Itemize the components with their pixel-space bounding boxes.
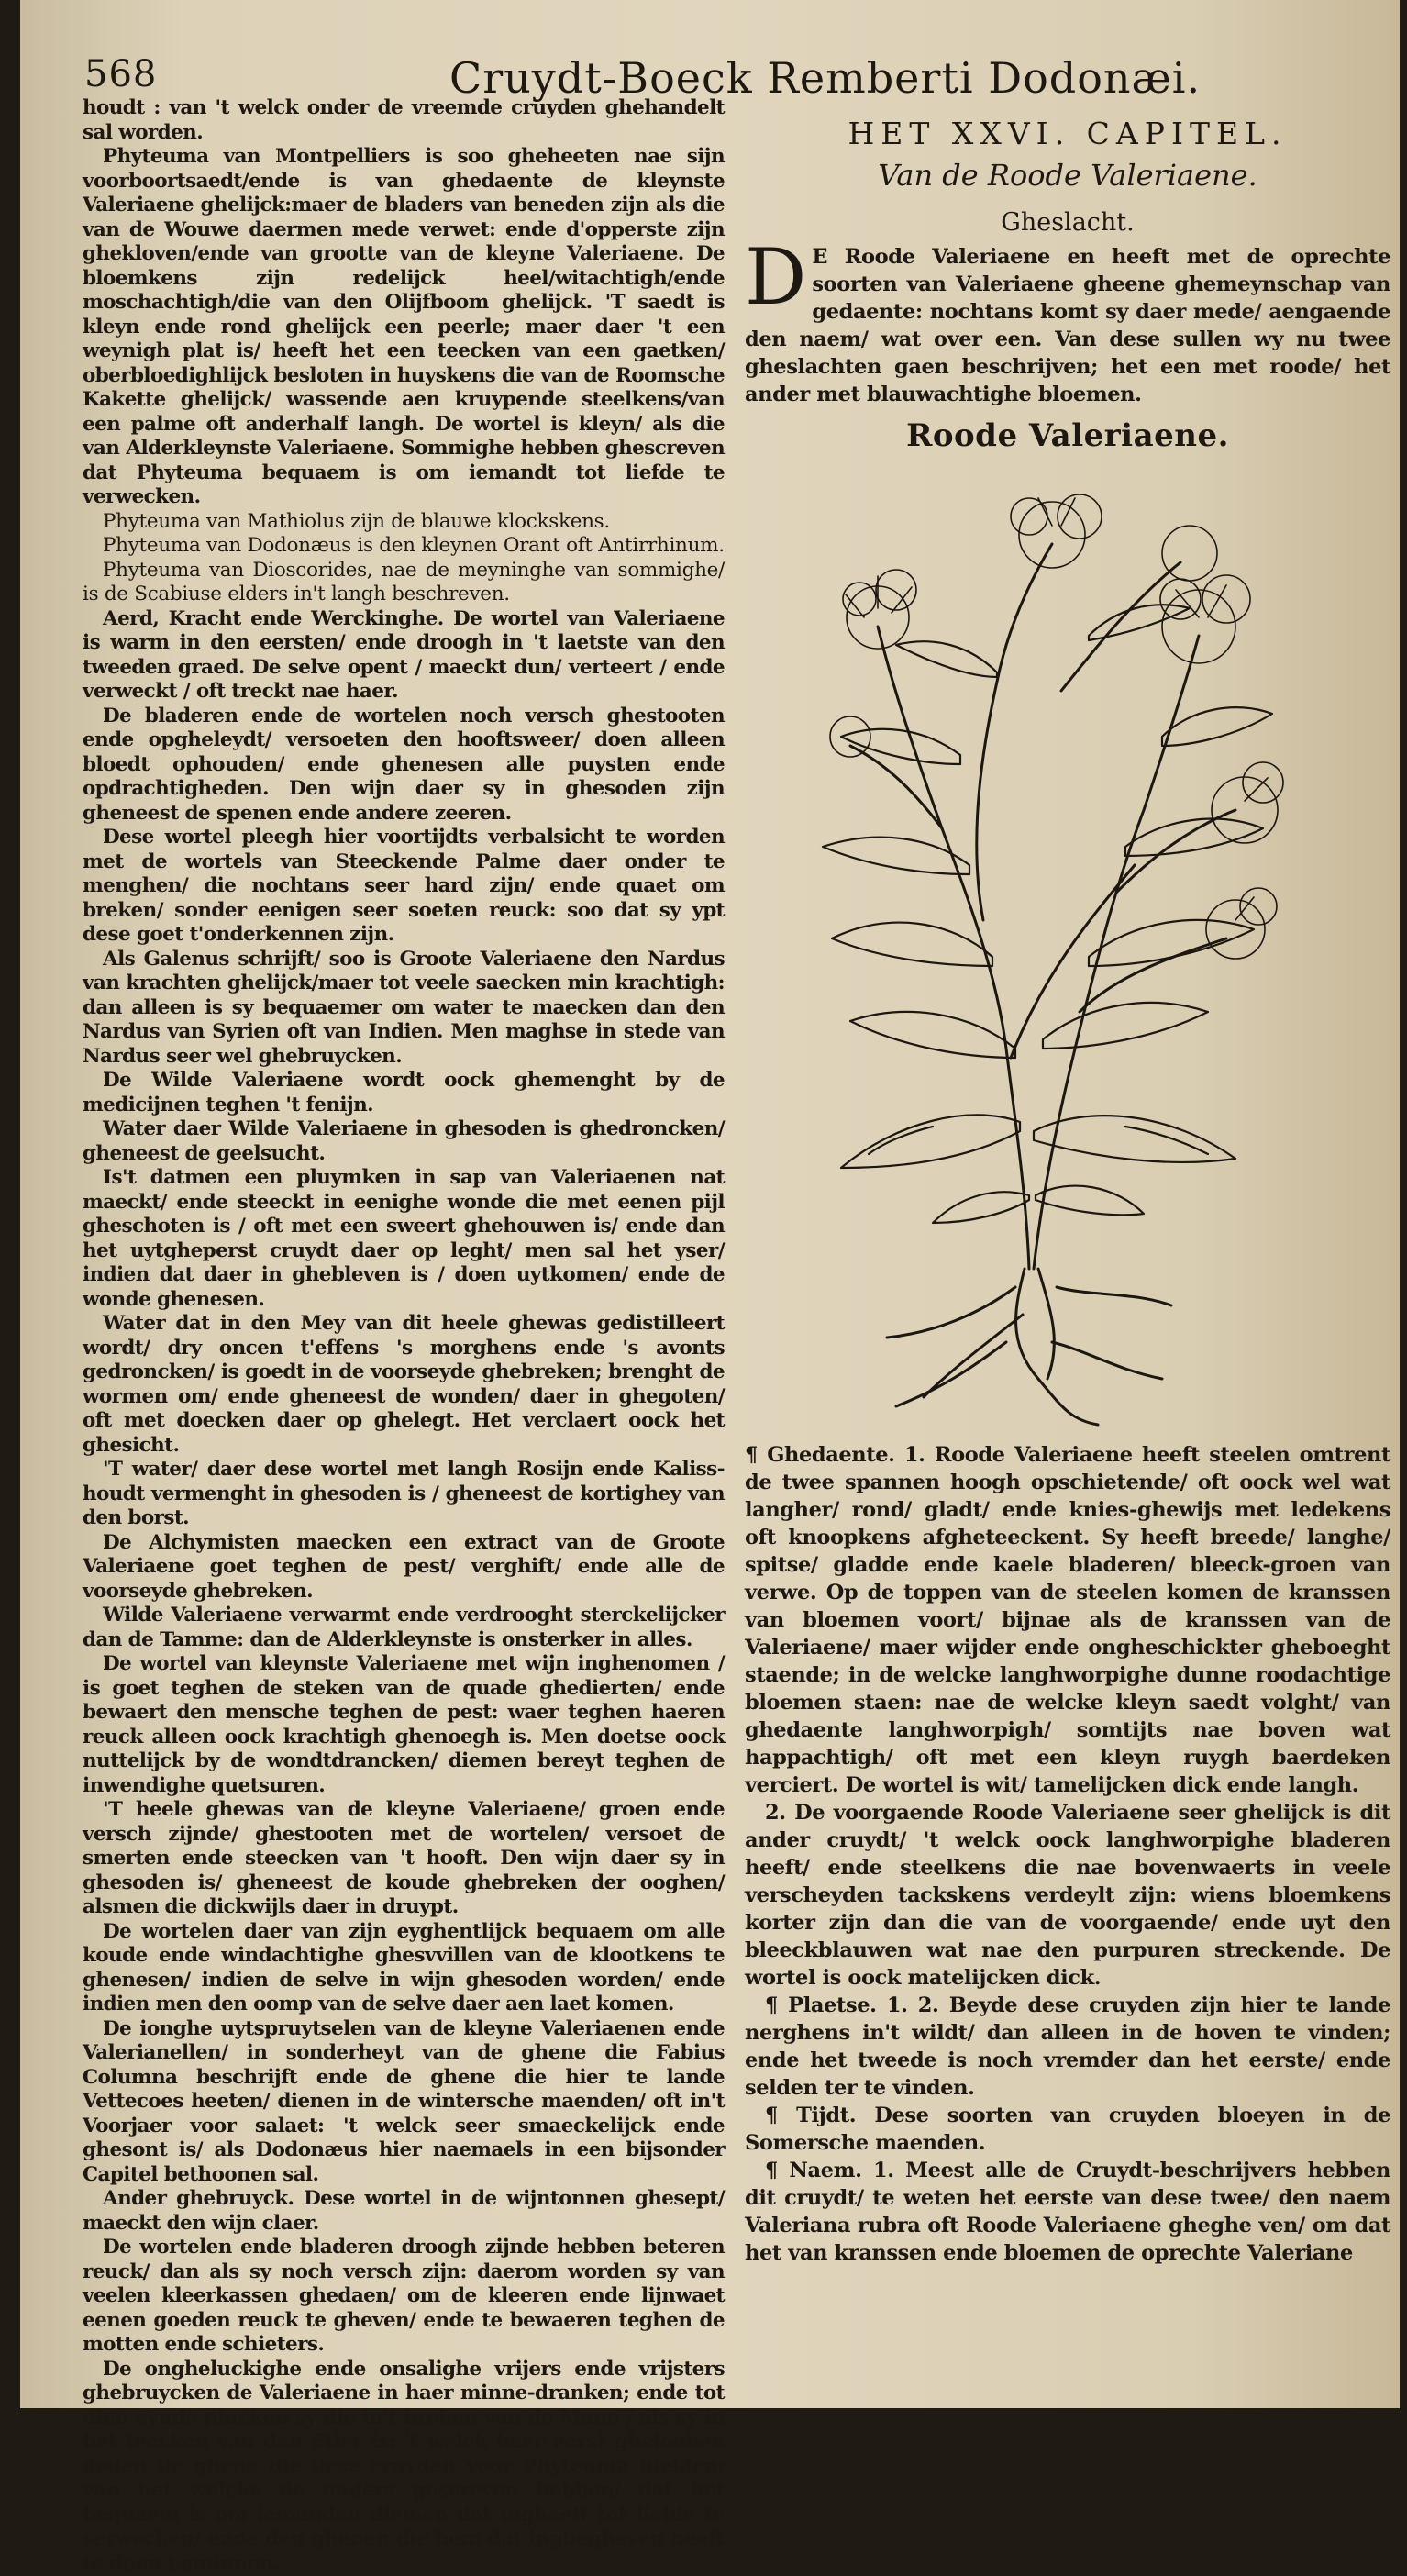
paragraph: Phyteuma van Dodonæus is den kleynen Orant oft Antirrhinum. (83, 534, 725, 559)
book-page (20, 0, 1400, 2408)
paragraph: Water daer Wilde Valeriaene in ghesoden is ghedroncken/ gheneest de geelsucht. (83, 1117, 725, 1166)
paragraph: De ongheluckighe ende onsalighe vrijers ende vrijsters ghebruycken de Valeriaene in haer minne-dranken; ende tot dien eynde plucken sy die in't breken van de Mane / als sy in het teecken van den Stier is: 't welck haer eerst ghelooben deden de ghene die dese cruyden voor Phyteuma hielden: van het welcke de ouders gescreven hebben/ dat het bequaem is om iemanden diemen dat ingheeft tot liefde te verwecken/ ende den ghenen die hem dat inghegheven heeft te doen beminnen. (83, 2358, 725, 2576)
paragraph: Ander ghebruyck. Dese wortel in de wijntonnen ghesept/ maeckt den wijn claer. (83, 2187, 725, 2236)
stems (850, 544, 1235, 1269)
paragraph: Phyteuma van Mathiolus zijn de blauwe klockskens. (83, 510, 725, 535)
paragraph: Water dat in den Mey van dit heele ghewas gedistilleert wordt/ dry oncen t'effens 's morghens ende 's avonts gedroncken/ is goedt in de voorseyde ghebreken; brenght de wormen om/ ende gheneest de wonden/ daer in ghegoten/ oft met doecken daer op ghelegt. Het verclaert oock het ghesicht. (83, 1312, 725, 1458)
paragraph: De Alchymisten maecken een extract van de Groote Valeriaene goet teghen de pest/ verghift/ ende alle de voorseyde ghebreken. (83, 1531, 725, 1604)
running-title: Cruydt-Boeck Remberti Dodonæi. (449, 53, 1201, 103)
left-column (83, 96, 725, 2101)
flower-clusters (830, 494, 1283, 959)
figure-caption: Roode Valeriaene. (745, 416, 1390, 456)
root-system (887, 1269, 1171, 1425)
paragraph: 'T water/ daer dese wortel met langh Rosijn ende Kaliss-houdt vermenght in ghesoden is / gheneest de kortighey van den borst. (83, 1458, 725, 1531)
chapter-subtitle: Van de Roode Valeriaene. (745, 157, 1390, 194)
paragraph: De wortelen daer van zijn eyghentlijck bequaem om alle koude ende windachtighe ghesvvillen van de klootkens te ghenesen/ indien de selve in wijn ghesoden worden/ ende indien men den oomp van de selve daer aen laet komen. (83, 1920, 725, 2017)
paragraph: Als Galenus schrijft/ soo is Groote Valeriaene den Nardus van krachten ghelijck/maer tot veele saecken min krachtigh: dan alleen is sy bequaemer om water te maecken dan den Nardus van Syrien oft van Indien. Men maghse in stede van Nardus seer wel ghebruycken. (83, 948, 725, 1070)
paragraph: De Wilde Valeriaene wordt oock ghemenght by de medicijnen teghen 't fenijn. (83, 1069, 725, 1117)
paragraph: 2. De voorgaende Roode Valeriaene seer ghelijck is dit ander cruydt/ 't welck oock langhworpighe bladeren heeft/ ende steelkens die nae bovenwaerts in veele verscheyden tackskens verdeylt zijn: wiens bloemkens korter zijn dan die van de voorgaende/ ende uyt den bleeckblauwen wat nae den purpuren streckende. De wortel is oock matelijcken dick. (745, 1799, 1390, 1992)
paragraph: Wilde Valeriaene verwarmt ende verdrooght sterckelijcker dan de Tamme: dan de Alderkleynste is onsterker in alles. (83, 1604, 725, 1652)
drop-cap: D (745, 243, 806, 311)
paragraph: De ionghe uytspruytselen van de kleyne Valeriaenen ende Valerianellen/ in sonderheyt van de ghene die Fabius Columna beschrijft ende de ghene die hier te lande Vettecoes heeten/ dienen in de wintersche maenden/ oft in't Voorjaer voor salaet: 't welck seer smaeckelijck ende ghesont is/ als Dodonæus hier naemaels in een bijsonder Capitel bethoonen sal. (83, 2017, 725, 2188)
chapter-title: HET XXVI. CAPITEL. (745, 115, 1390, 153)
paragraph: ¶ Tijdt. Dese soorten van cruyden bloeyen in de Somersche maenden. (745, 2102, 1390, 2157)
paragraph: De bladeren ende de wortelen noch versch ghestooten ende opgheleydt/ versoeten den hooftsweer/ doen alleen bloedt ophouden/ ende ghenesen alle puysten ende opdrachtigheden. Den wijn daer sy in ghesoden zijn gheneest de spenen ende andere zeeren. (83, 705, 725, 827)
intro-text: E Roode Valeriaene en heeft met de oprechte soorten van Valeriaene gheene ghemeynschap van gedaente: nochtans komt sy daer mede/ aengaende den naem/ wat over een. Van dese sullen wy nu twee gheslachten gaen beschrijven; het een met roode/ het ander met blauwachtighe bloemen. (745, 243, 1390, 408)
paragraph: Phyteuma van Montpelliers is soo gheheeten nae sijn voorboortsaedt/ende is van ghedaente de kleynste Valeriaene ghelijck:maer de bladers van beneden zijn als die van de Wouwe daermen mede verwet: ende d'opperste zijn ghekloven/ende van grootte van de kleyne Valeriaene. De bloemkens zijn redelijck heel/witachtigh/ende moschachtigh/die van den Olijfboom ghelijck. 'T saedt is kleyn ende rond ghelijck een peerle; maer daer 't een weynigh plat is/ heeft het een teecken van een gaetken/ oberbloedighlijck besloten in huyskens die van de Roomsche Kakette ghelijck/ wassende aen kruypende steelkens/van een palme oft anderhalf langh. De wortel is kleyn/ als die van Alderkleynste Valeriaene. Sommighe hebben ghescreven dat Phyteuma bequaem is om iemandt tot liefde te verwecken. (83, 145, 725, 510)
paragraph: ¶ Ghedaente. 1. Roode Valeriaene heeft steelen omtrent de twee spannen hoogh opschietende/ oft oock wel wat langher/ rond/ gladt/ ende knies-ghewijs met ledekens oft knoopkens afgheteeckent. Sy heeft breede/ langhe/ spitse/ gladde ende kaele bladeren/ bleeck-groen van verwe. Op de toppen van de steelen komen de kranssen van bloemen voort/ bijnae als de kranssen van de Valeriaene/ maer wijder ende ongheschickter gheboeght staende; in de welcke langhworpighe dunne roodachtige bloemen staen: nae de welcke kleyn saedt volght/ van ghedaente langhworpigh/ somtijts nae boven wat happachtigh/ oft met een kleyn ruygh baerdeken verciert. De wortel is wit/ tamelijcken dick ende langh. (745, 1441, 1390, 1799)
page-number: 568 (84, 53, 157, 95)
section-heading: Gheslacht. (745, 208, 1390, 238)
intro-paragraph (745, 243, 1390, 408)
paragraph: Is't datmen een pluymken in sap van Valeriaenen nat maeckt/ ende steeckt in eenighe wonde die met eenen pijl gheschoten is / oft met een sweert ghehouwen is/ ende dan het uytgheperst cruydt daer op leght/ men sal het yser/ indien dat daer in ghebleven is / doen uytkomen/ ende de wonde ghenesen. (83, 1166, 725, 1312)
right-column (745, 115, 1390, 2408)
paragraph: ¶ Plaetse. 1. 2. Beyde dese cruyden zijn hier te lande nerghens in't wildt/ dan alleen in de hoven te vinden; ende het tweede is noch vremder dan het eerste/ ende selden ter te vinden. (745, 1992, 1390, 2102)
leaves (823, 605, 1272, 1223)
paragraph: 'T heele ghewas van de kleyne Valeriaene/ groen ende versch zijnde/ ghestooten met de wortelen/ versoet de smerten ende steecken van 't hooft. Den wijn daer sy in ghesoden is/ gheneest de koude ghebreken der ooghen/ alsmen die dickwijls daer in druypt. (83, 1798, 725, 1920)
paragraph: De wortelen ende bladeren droogh zijnde hebben beteren reuck/ dan als sy noch versch zijn: daerom worden sy van veelen kleerkassen ghedaen/ om de kleeren ende lijnwaet eenen goeden reuck te gheven/ ende te bewaeren teghen de motten ende schieters. (83, 2236, 725, 2358)
paragraph: Aerd, Kracht ende Werckinghe. De wortel van Valeriaene is warm in den eersten/ ende droogh in 't laetste van den tweeden graed. De selve opent / maeckt dun/ verteert / ende verweckt / oft treckt nae haer. (83, 607, 725, 705)
paragraph: Phyteuma van Dioscorides, nae de meyninghe van sommighe/ is de Scabiuse elders in't langh beschreven. (83, 559, 725, 607)
paragraph: De wortel van kleynste Valeriaene met wijn inghenomen / is goet teghen de steken van de quade ghedierten/ ende bewaert den mensche teghen de pest: waer teghen haeren reuck alleen oock krachtigh ghenoegh is. Men doetse oock nuttelijck by de wondtdrancken/ diemen bereyt teghen de inwendighe quetsuren. (83, 1652, 725, 1798)
paragraph: houdt : van 't welck onder de vreemde cruyden ghehandelt sal worden. (83, 96, 725, 145)
paragraph: Dese wortel pleegh hier voortijdts verbalsicht te worden met de wortels van Steeckende Palme daer onder te menghen/ die nochtans seer hard zijn/ ende quaet om breken/ sonder eenigen seer soeten reuck: soo dat sy ypt dese goet t'onderkennen zijn. (83, 826, 725, 948)
paragraph: ¶ Naem. 1. Meest alle de Cruydt-beschrijvers hebben dit cruydt/ te weten het eerste van dese twee/ den naem Valeriana rubra oft Roode Valeriaene gheghe ven/ om dat het van kranssen ende bloemen de oprechte Valeriane (745, 2157, 1390, 2267)
plant-woodcut-illustration (786, 461, 1300, 1434)
